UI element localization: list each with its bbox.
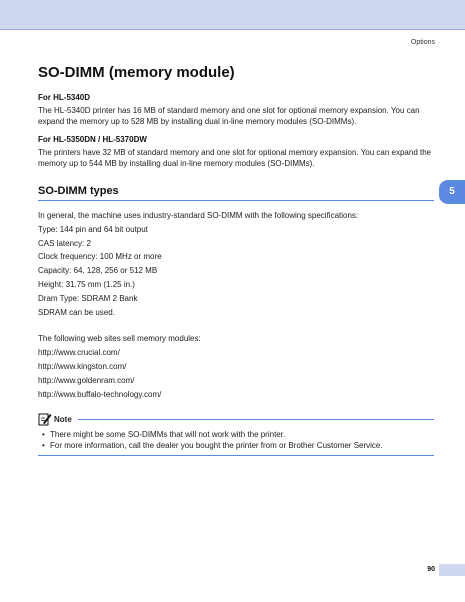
spec-line: Height: 31.75 mm (1.25 in.) bbox=[38, 279, 135, 289]
spec-line: CAS latency: 2 bbox=[38, 238, 91, 248]
section-heading-types: SO-DIMM types bbox=[38, 185, 119, 197]
model-text-5350dn: The printers have 32 MB of standard memory and one slot for optional memory expansion. You can expand the memory up to 544 MB by installing dual in-line memory modules (SO-DIMMs). bbox=[38, 148, 432, 168]
note-label: Note bbox=[54, 414, 72, 424]
site-link-goldenram[interactable]: http://www.goldenram.com/ bbox=[38, 375, 135, 385]
header-rule bbox=[0, 29, 465, 30]
site-link-kingston[interactable]: http://www.kingston.com/ bbox=[38, 361, 127, 371]
note-bottom-rule bbox=[38, 455, 434, 456]
chapter-tab: 5 bbox=[439, 180, 465, 204]
spec-line: Type: 144 pin and 64 bit output bbox=[38, 224, 148, 234]
note-header bbox=[38, 411, 434, 427]
note-list bbox=[38, 429, 434, 451]
header-band bbox=[0, 0, 465, 29]
site-link-buffalo[interactable]: http://www.buffalo-technology.com/ bbox=[38, 389, 162, 399]
spec-line: Dram Type: SDRAM 2 Bank bbox=[38, 293, 138, 303]
spec-line: SDRAM can be used. bbox=[38, 307, 115, 317]
note-rule bbox=[78, 419, 434, 420]
note-box bbox=[38, 411, 434, 456]
page-content bbox=[38, 64, 434, 456]
spec-line: Clock frequency: 100 MHz or more bbox=[38, 252, 162, 262]
model-text-5340d: The HL-5340D printer has 16 MB of standard memory and one slot for optional memory expansion. You can expand the memory up to 528 MB by installing dual in-line memory modules (SO-DIMMs). bbox=[38, 106, 420, 126]
model-heading-5340d: For HL-5340D bbox=[38, 93, 91, 102]
page-title: SO-DIMM (memory module) bbox=[38, 64, 235, 81]
running-header: Options bbox=[410, 39, 435, 46]
note-pencil-icon bbox=[38, 412, 52, 426]
section-rule bbox=[38, 200, 434, 201]
note-item: • There might be some SO-DIMMs that will not work with the printer. bbox=[42, 429, 434, 440]
site-list bbox=[38, 332, 434, 401]
spec-line: In general, the machine uses industry-standard SO-DIMM with the following specifications: bbox=[38, 211, 359, 220]
page-number: 90 bbox=[427, 566, 435, 573]
site-link-crucial[interactable]: http://www.crucial.com/ bbox=[38, 348, 120, 358]
note-item: • For more information, call the dealer you bought the printer from or Brother Customer Service. bbox=[42, 440, 434, 451]
page-number-bar bbox=[439, 564, 465, 576]
spec-list bbox=[38, 209, 434, 319]
sites-intro: The following web sites sell memory modules: bbox=[38, 334, 201, 344]
spec-line: Capacity: 64, 128, 256 or 512 MB bbox=[38, 266, 158, 276]
model-heading-5350dn: For HL-5350DN / HL-5370DW bbox=[38, 135, 147, 144]
